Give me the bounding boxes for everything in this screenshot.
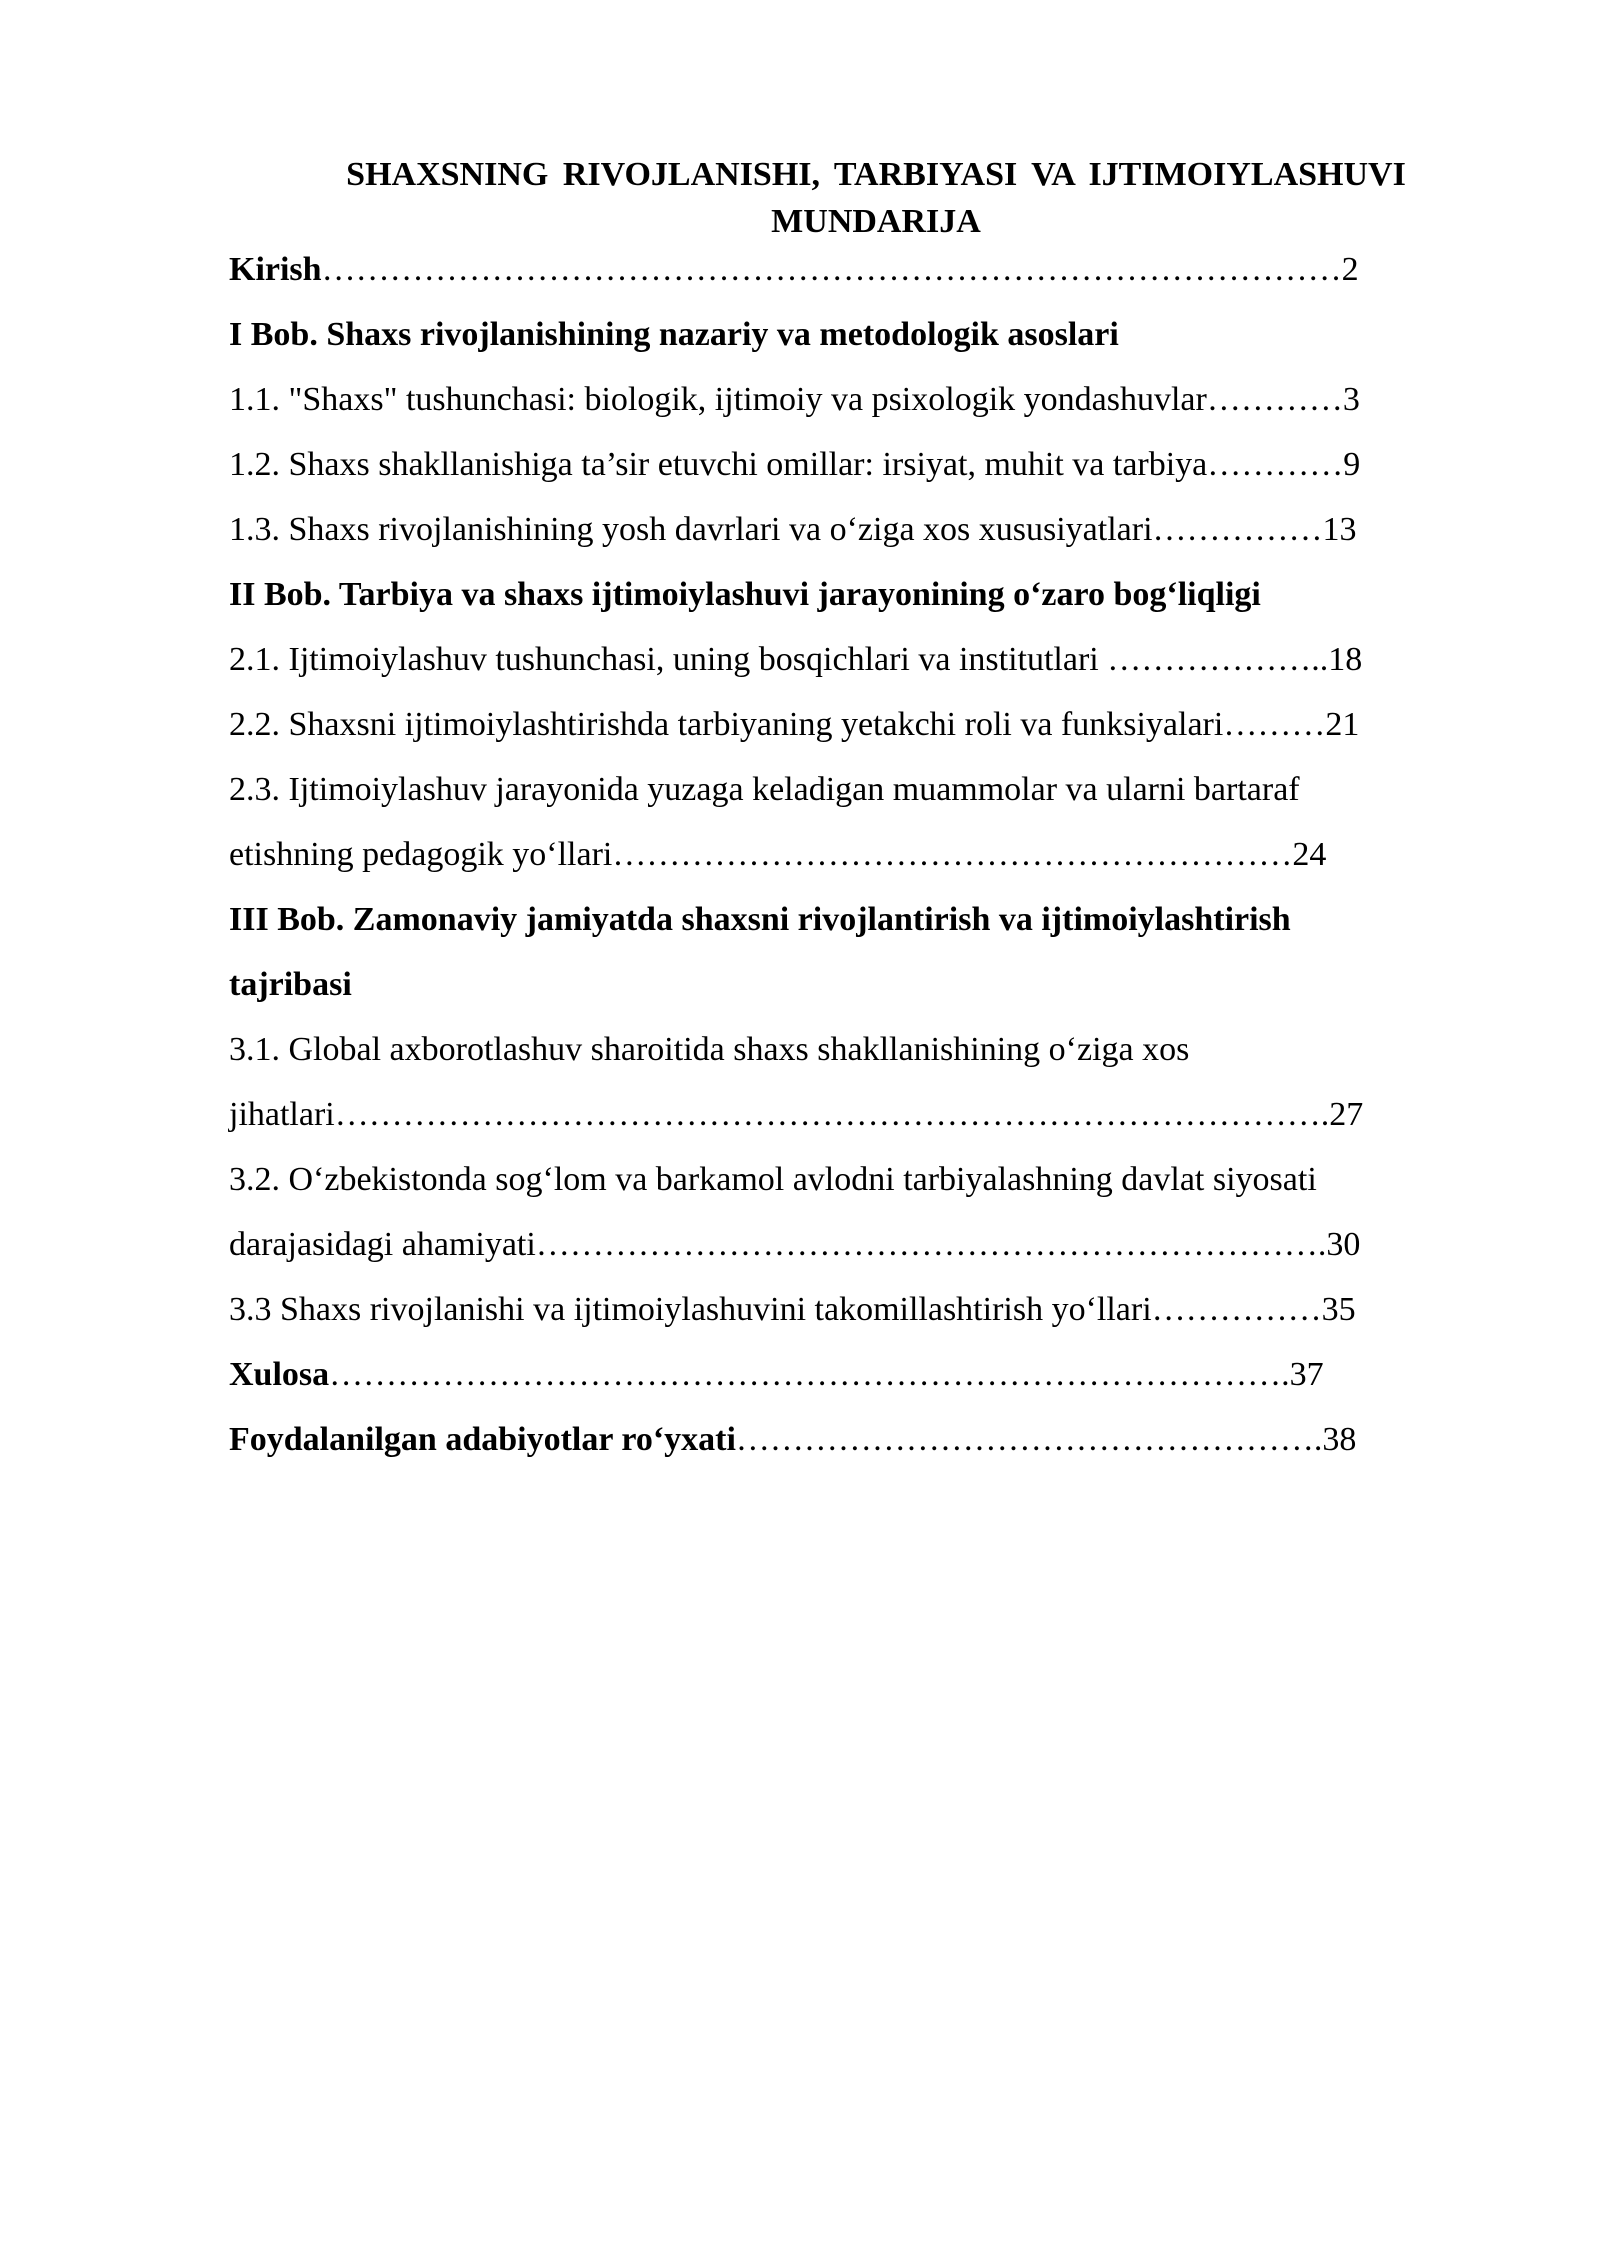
toc-page-number: 3 <box>1342 381 1360 418</box>
document-title: SHAXSNING RIVOJLANISHI, TARBIYASI VA IJTIMOIYLASHUVI <box>346 156 1406 193</box>
toc-entry-1-3 <box>229 510 1357 550</box>
toc-page-number: 30 <box>1326 1226 1361 1263</box>
toc-entry-2-1 <box>229 640 1362 680</box>
toc-entry-text: 1.2. Shaxs shakllanishiga ta’sir etuvchi omillar: irsiyat, muhit va tarbiya <box>229 446 1208 483</box>
toc-entry-text: I Bob. Shaxs rivojlanishining nazariy va metodologik asoslari <box>229 316 1119 353</box>
toc-entry-3-1-line-1 <box>229 1030 1189 1070</box>
toc-chapter-2 <box>229 575 1261 615</box>
toc-entry-text: II Bob. Tarbiya va shaxs ijtimoiylashuvi jarayonining o‘zaro bog‘liqligi <box>229 576 1261 613</box>
toc-entry-text: 2.3. Ijtimoiylashuv jarayonida yuzaga keladigan muammolar va ularni bartaraf <box>229 771 1300 808</box>
toc-entry-3-2-line-2 <box>229 1225 1360 1265</box>
document-subtitle: MUNDARIJA <box>771 203 981 240</box>
toc-entry-text: III Bob. Zamonaviy jamiyatda shaxsni rivojlantirish va ijtimoiylashtirish <box>229 901 1291 938</box>
toc-entry-xulosa <box>229 1355 1324 1395</box>
toc-entry-text: 3.3 Shaxs rivojlanishi va ijtimoiylashuvini takomillashtirish yo‘llari <box>229 1291 1152 1328</box>
toc-entry-2-3-line-2 <box>229 835 1326 875</box>
toc-leader: ………… <box>1206 381 1343 418</box>
toc-entry-1-1 <box>229 380 1360 420</box>
toc-entry-kirish <box>229 250 1359 290</box>
toc-page-number: 35 <box>1321 1291 1356 1328</box>
toc-entry-text: Kirish <box>229 251 322 288</box>
toc-leader: ……………………………………………………………………………… <box>321 251 1342 288</box>
toc-entry-text: 2.1. Ijtimoiylashuv tushunchasi, uning bosqichlari va institutlari <box>229 641 1108 678</box>
toc-entry-text: tajribasi <box>229 966 352 1003</box>
toc-entry-3-1-line-2 <box>229 1095 1363 1135</box>
toc-entry-references <box>229 1420 1356 1460</box>
toc-leader: ……………………………………………. <box>735 1421 1323 1458</box>
toc-leader: ………… <box>1207 446 1344 483</box>
toc-entry-text: etishning pedagogik yo‘llari <box>229 836 613 873</box>
toc-entry-1-2 <box>229 445 1360 485</box>
toc-leader: ……………………………………………………………. <box>535 1226 1327 1263</box>
toc-entry-text: 3.2. O‘zbekistonda sog‘lom va barkamol avlodni tarbiyalashning davlat siyosati <box>229 1161 1317 1198</box>
toc-page-number: 24 <box>1292 836 1327 873</box>
toc-page-number: 13 <box>1322 511 1357 548</box>
toc-page-number: 27 <box>1329 1096 1364 1133</box>
toc-leader: …………………………………………………………………………. <box>329 1356 1290 1393</box>
toc-entry-3-3 <box>229 1290 1356 1330</box>
toc-leader: ……… <box>1223 706 1326 743</box>
toc-leader: …………… <box>1151 1291 1322 1328</box>
toc-entry-text: Xulosa <box>229 1356 330 1393</box>
toc-entry-text: 1.1. "Shaxs" tushunchasi: biologik, ijtimoiy va psixologik yondashuvlar <box>229 381 1207 418</box>
toc-entry-text: 3.1. Global axborotlashuv sharoitida shaxs shakllanishining o‘ziga xos <box>229 1031 1190 1068</box>
toc-entry-2-2 <box>229 705 1359 745</box>
toc-page-number: 2 <box>1341 251 1359 288</box>
toc-chapter-3-line-1 <box>229 900 1291 940</box>
toc-page-number: 37 <box>1289 1356 1324 1393</box>
toc-entry-text: darajasidagi ahamiyati <box>229 1226 536 1263</box>
toc-entry-text: 1.3. Shaxs rivojlanishining yosh davrlari va o‘ziga xos xususiyatlari <box>229 511 1153 548</box>
toc-page-number: 38 <box>1322 1421 1357 1458</box>
toc-entry-2-3-line-1 <box>229 770 1300 810</box>
toc-leader: …………… <box>1152 511 1323 548</box>
toc-entry-3-2-line-1 <box>229 1160 1317 1200</box>
toc-entry-text: Foydalanilgan adabiyotlar ro‘yxati <box>229 1421 736 1458</box>
toc-entry-text: jihatlari <box>229 1096 335 1133</box>
toc-entry-text: 2.2. Shaxsni ijtimoiylashtirishda tarbiyaning yetakchi roli va funksiyalari <box>229 706 1224 743</box>
toc-chapter-1 <box>229 315 1119 355</box>
toc-page-number: 18 <box>1328 641 1363 678</box>
toc-leader: …………………………………………………… <box>612 836 1293 873</box>
toc-chapter-3-line-2 <box>229 965 352 1005</box>
toc-page-number: 21 <box>1325 706 1360 743</box>
toc-page-number: 9 <box>1343 446 1361 483</box>
toc-leader: ……………………………………………………………………………. <box>334 1096 1330 1133</box>
toc-leader: ……………….. <box>1107 641 1329 678</box>
